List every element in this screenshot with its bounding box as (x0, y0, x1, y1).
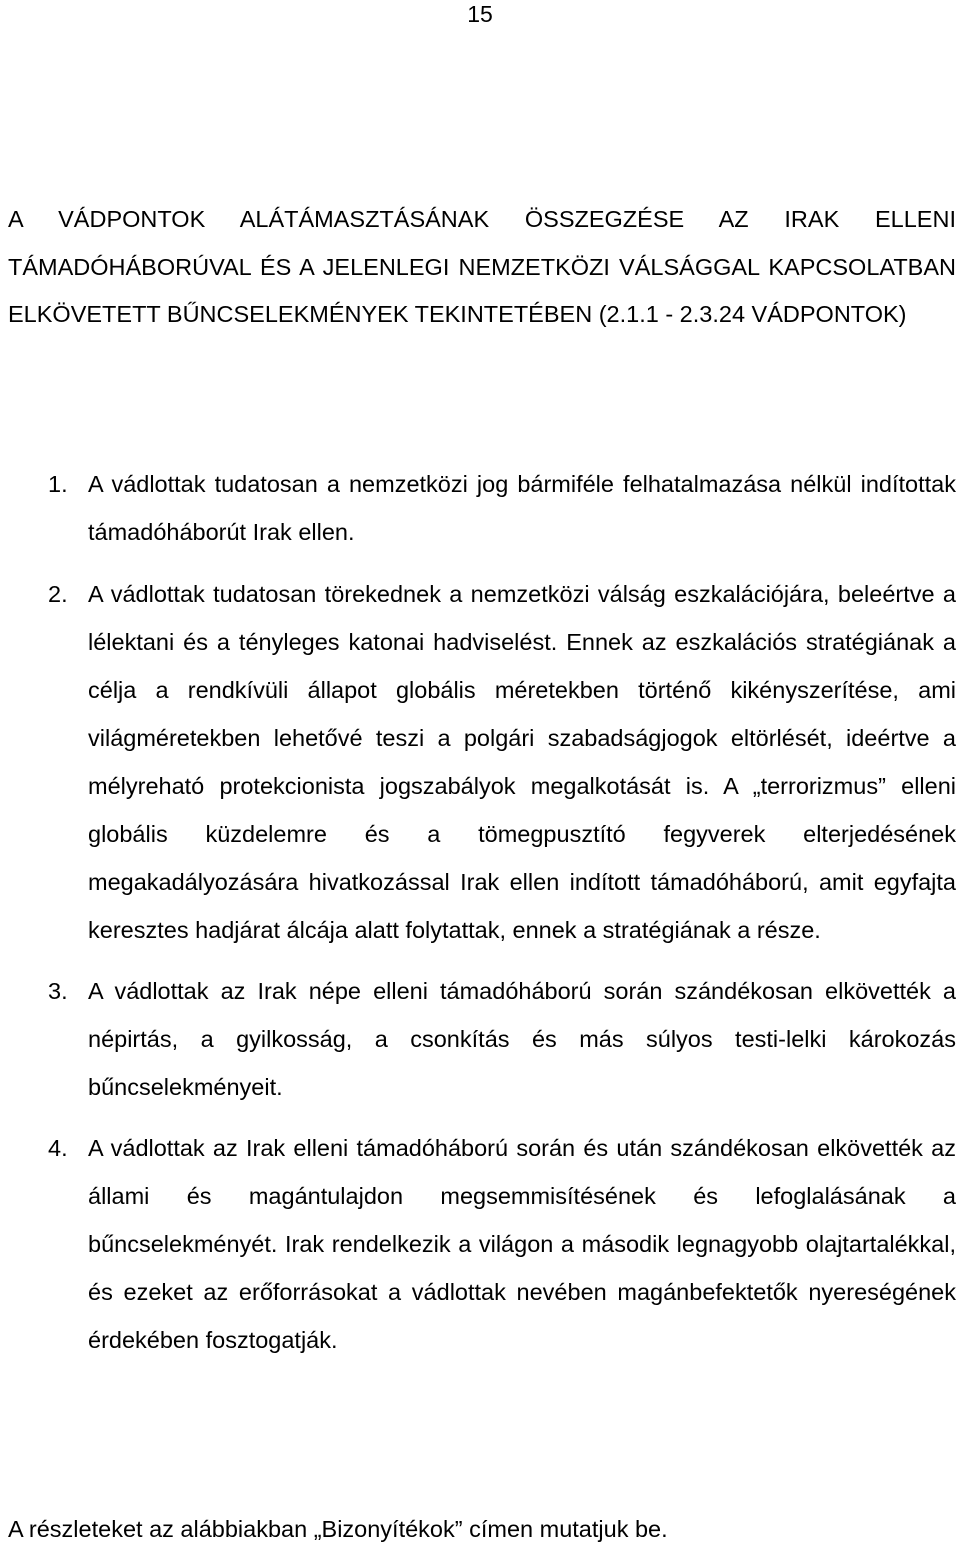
closing-note: A részleteket az alábbiakban „Bizonyítékok” címen mutatjuk be. (8, 1516, 668, 1542)
list-item-text: A vádlottak tudatosan törekednek a nemzetközi válság eszkalációjára, beleértve a lélektani és a tényleges katonai hadviselést. Ennek az eszkalációs stratégiának a célja a rendkívüli állapot globális méretekben történő kikényszerítése, ami világméretekben lehetővé teszi a polgári szabadságjogok eltörlését, ideértve a mélyreható protekcionista jogszabályok megalkotását is. A „terrorizmus” elleni globális küzdelemre és a tömegpusztító fegyverek elterjedésének megakadályozására hivatkozással Irak ellen indított támadóháború, amit egyfajta keresztes hadjárat álcája alatt folytattak, ennek a stratégiának a része. (88, 581, 956, 943)
list-item-number: 3. (48, 978, 68, 1004)
list-item-number: 4. (48, 1135, 68, 1161)
list-item-text: A vádlottak az Irak népe elleni támadóháború során szándékosan elkövették a népirtás, a gyilkosság, a csonkítás és más súlyos testi-lelki károkozás bűncselekményeit. (88, 978, 956, 1100)
list-item (8, 570, 956, 954)
list-item-text: A vádlottak az Irak elleni támadóháború során és után szándékosan elkövették az állami és magántulajdon megsemmisítésének és lefoglalásának a bűncselekményét. Irak rendelkezik a világon a második legnagyobb olajtartalékkal, és ezeket az erőforrásokat a vádlottak nevében magánbefektetők nyereségének érdekében fosztogatják. (88, 1135, 956, 1353)
page-number: 15 (467, 1, 493, 27)
section-heading: A VÁDPONTOK ALÁTÁMASZTÁSÁNAK ÖSSZEGZÉSE AZ IRAK ELLENI TÁMADÓHÁBORÚVAL ÉS A JELENLEGI NEMZETKÖZI VÁLSÁGGAL KAPCSOLATBAN ELKÖVETETT BŰNCSELEKMÉNYEK TEKINTETÉBEN (2.1.1 - 2.3.24 VÁDPONTOK) (8, 206, 956, 327)
list-item (8, 967, 956, 1111)
list-item-number: 2. (48, 581, 68, 607)
list-item-number: 1. (48, 471, 68, 497)
list-item (8, 460, 956, 556)
list-item-text: A vádlottak tudatosan a nemzetközi jog bármiféle felhatalmazása nélkül indítottak támadóháborút Irak ellen. (88, 471, 956, 545)
list-item (8, 1124, 956, 1364)
charge-list (8, 460, 956, 1364)
